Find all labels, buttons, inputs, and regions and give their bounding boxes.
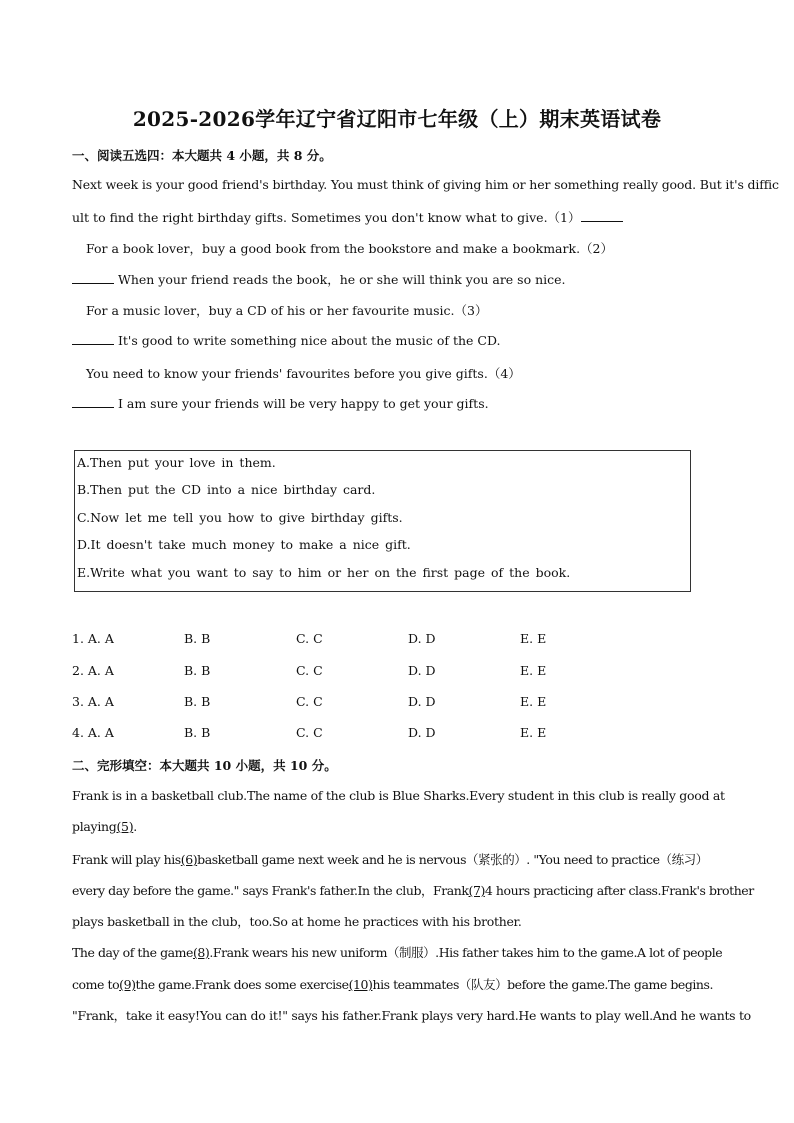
- choice-c[interactable]: C. C: [296, 725, 323, 740]
- choice-e[interactable]: E. E: [520, 663, 547, 678]
- answer-blank-4: [72, 395, 114, 408]
- choice-c[interactable]: C. C: [296, 663, 323, 678]
- exam-title: 2025-2026学年辽宁省辽阳市七年级（上）期末英语试卷: [132, 107, 662, 131]
- cloze-line-5: plays basketball in the club，too.So at home he practices with his brother.: [72, 914, 522, 929]
- cloze-blank-8: (8): [192, 945, 210, 960]
- cloze-line-6: The day of the game(8).Frank wears his new uniform（制服）.His father takes him to the game.A lot of people: [72, 945, 723, 960]
- options-box: [74, 450, 691, 592]
- choice-e[interactable]: E. E: [520, 694, 547, 709]
- cloze-line-4: every day before the game." says Frank's father.In the club，Frank(7)4 hours practicing after class.Frank's brother: [72, 883, 754, 898]
- passage-line-3: For a book lover，buy a good book from the bookstore and make a bookmark.（2）: [86, 241, 613, 256]
- choice-b[interactable]: B. B: [184, 725, 211, 740]
- cloze-line-1: Frank is in a basketball club.The name of the club is Blue Sharks.Every student in this club is really good at: [72, 788, 725, 803]
- choice-d[interactable]: D. D: [408, 663, 436, 678]
- choice-d[interactable]: D. D: [408, 631, 436, 646]
- choice-b[interactable]: B. B: [184, 663, 211, 678]
- choice-e[interactable]: E. E: [520, 631, 547, 646]
- cloze-blank-10: (10): [348, 977, 373, 992]
- option-c: C.Now let me tell you how to give birthday gifts.: [77, 510, 403, 525]
- answer-blank-3: [72, 332, 114, 345]
- choice-d[interactable]: D. D: [408, 725, 436, 740]
- answer-blank-1: [581, 209, 623, 222]
- passage-line-2: ult to find the right birthday gifts. Sometimes you don't know what to give.（1）: [72, 208, 623, 226]
- section2-heading: 二、完形填空：本大题共 10 小题，共 10 分。: [72, 758, 337, 773]
- choice-c[interactable]: C. C: [296, 694, 323, 709]
- passage-line-8: I am sure your friends will be very happy to get your gifts.: [72, 395, 489, 411]
- choice-b[interactable]: B. B: [184, 631, 211, 646]
- choice-a[interactable]: 3. A. A: [72, 694, 114, 709]
- section1-heading: 一、阅读五选四：本大题共 4 小题，共 8 分。: [72, 148, 332, 163]
- choice-a[interactable]: 4. A. A: [72, 725, 114, 740]
- option-b: B.Then put the CD into a nice birthday card.: [77, 482, 376, 497]
- passage-line-5: For a music lover，buy a CD of his or her favourite music.（3）: [86, 303, 488, 318]
- cloze-line-8: "Frank，take it easy!You can do it!" says his father.Frank plays very hard.He wants to play well.And he wants to: [72, 1008, 751, 1023]
- choice-b[interactable]: B. B: [184, 694, 211, 709]
- option-d: D.It doesn't take much money to make a nice gift.: [77, 537, 411, 552]
- choice-e[interactable]: E. E: [520, 725, 547, 740]
- passage-line-1: Next week is your good friend's birthday. You must think of giving him or her something really good. But it's diffic: [72, 177, 779, 192]
- cloze-blank-9: (9): [119, 977, 136, 992]
- cloze-line-7: come to(9)the game.Frank does some exercise(10)his teammates（队友）before the game.The game begins.: [72, 977, 714, 992]
- option-a: A.Then put your love in them.: [77, 455, 276, 470]
- cloze-blank-7: (7): [468, 883, 485, 898]
- passage-line-6: It's good to write something nice about the music of the CD.: [72, 332, 501, 348]
- cloze-line-2: playing(5).: [72, 819, 137, 834]
- cloze-line-3: Frank will play his(6)basketball game next week and he is nervous（紧张的）. "You need to practice（练习）: [72, 852, 708, 867]
- cloze-blank-6: (6): [180, 852, 198, 867]
- passage-line-4: When your friend reads the book，he or she will think you are so nice.: [72, 270, 566, 288]
- option-e: E.Write what you want to say to him or her on the first page of the book.: [77, 565, 571, 580]
- choice-a[interactable]: 2. A. A: [72, 663, 114, 678]
- passage-line-7: You need to know your friends' favourites before you give gifts.（4）: [86, 366, 521, 381]
- choice-a[interactable]: 1. A. A: [72, 631, 114, 646]
- choice-c[interactable]: C. C: [296, 631, 323, 646]
- answer-blank-2: [72, 271, 114, 284]
- cloze-blank-5: (5): [116, 819, 134, 834]
- choice-d[interactable]: D. D: [408, 694, 436, 709]
